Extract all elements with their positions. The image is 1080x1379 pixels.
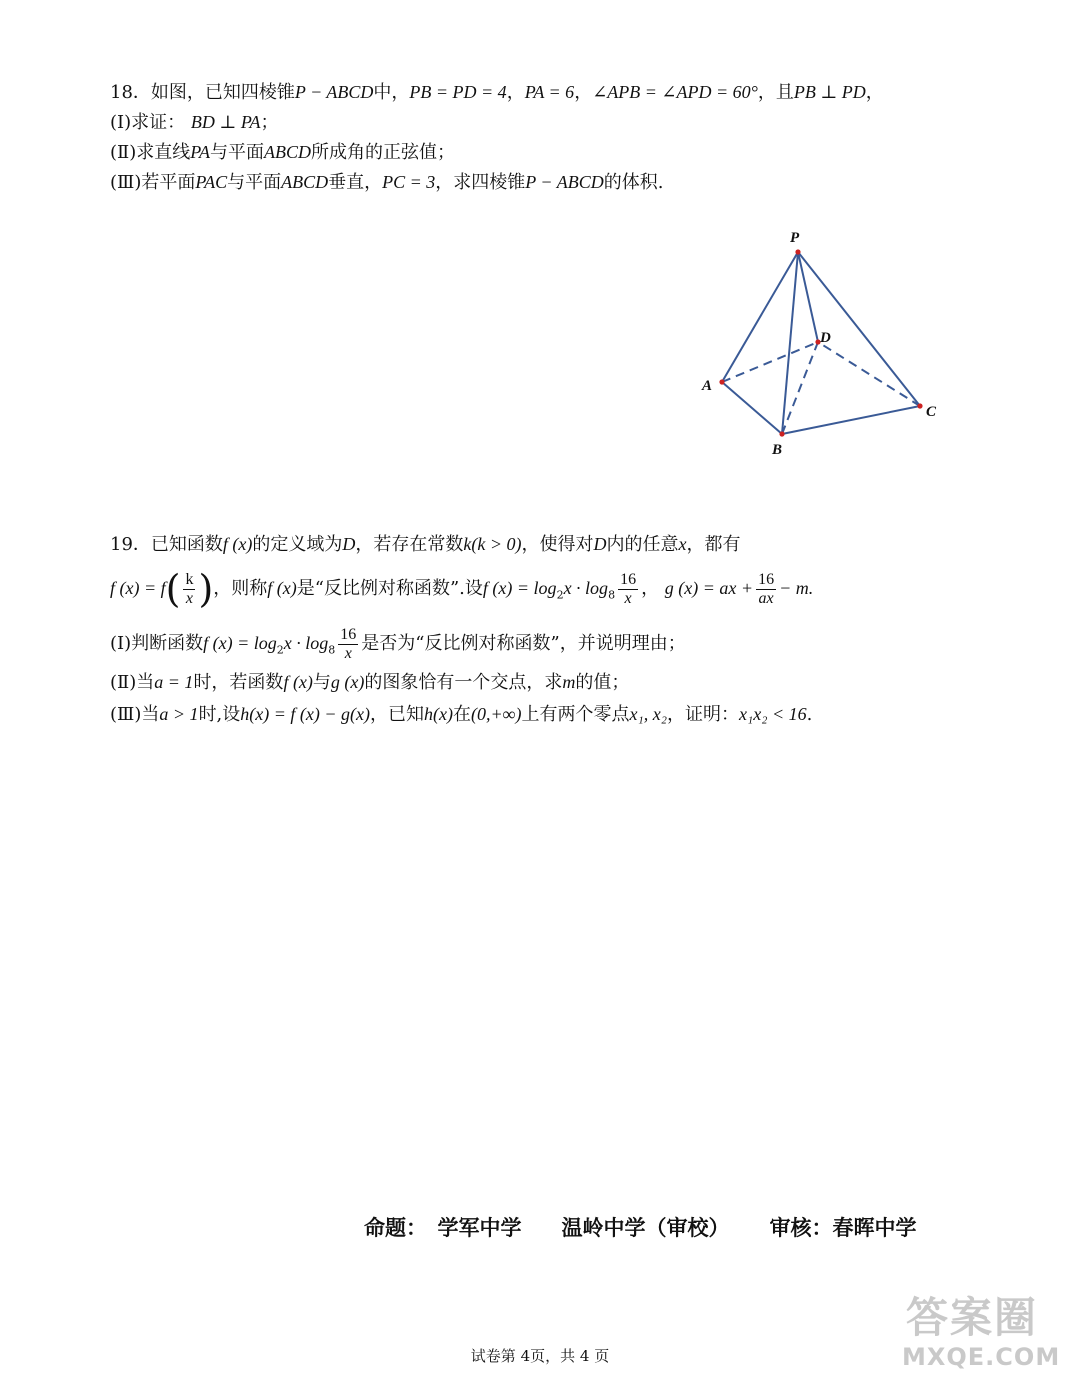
edge-BD-hidden	[782, 342, 818, 434]
edge-PA	[722, 252, 798, 382]
q19-stem-line-1: 19．已知函数f (x)的定义域为D，若存在常数k(k > 0)，使得对D内的任意x，都有	[110, 534, 741, 555]
q19-part-2: (Ⅱ)当a = 1时，若函数f (x)与g (x)的图象恰有一个交点，求m的值；	[110, 672, 630, 693]
point-A	[719, 379, 724, 384]
point-C	[917, 403, 922, 408]
author-reviewer: 审核：春晖中学	[769, 1216, 917, 1240]
q18-part-2: (Ⅱ)求直线PA与平面ABCD所成角的正弦值；	[110, 142, 455, 163]
edge-BC	[782, 406, 920, 434]
q18-part-1: (Ⅰ)求证： BD ⊥ PA；	[110, 112, 279, 133]
edge-AB	[722, 382, 782, 434]
q19-stem-line-2: f (x) = f( $\frac{k}{x}$ )，则称f (x)是“反比例对称函数”.设f $(x) = \log_2x \cdot \log_8$ $\frac{16}{x}$ ， g (x) = ax + $\frac{16}{ax}$ − m.	[110, 567, 814, 611]
author-proofreader: 温岭中学（审校）	[561, 1216, 730, 1240]
frac-16-over-x-part1: $\frac{16}{x}$	[340, 625, 357, 662]
q18-part-3: (Ⅲ)若平面PAC与平面ABCD垂直，PC = 3，求四棱锥P − ABCD的体积.	[110, 172, 664, 193]
page-number: 试卷第 4页，共 4 页	[470, 1347, 610, 1365]
label-P: P	[790, 230, 800, 246]
pyramid-figure	[690, 222, 950, 462]
point-P	[795, 249, 800, 254]
edge-CD-hidden	[818, 342, 920, 406]
edge-PB	[782, 252, 798, 434]
frac-16-over-x: $\frac{16}{x}$	[620, 570, 637, 607]
q19-part-1: (Ⅰ)判断函数f $(x) = \log_2x \cdot \log_8$ $\frac{16}{x}$ 是否为“反比例对称函数”，并说明理由；	[110, 625, 686, 662]
point-B	[779, 431, 784, 436]
frac-16-over-ax: $\frac{16}{ax}$	[758, 570, 775, 607]
label-C: C	[926, 404, 937, 420]
label-A: A	[702, 378, 713, 394]
exam-authors	[364, 1212, 957, 1242]
watermark-logo: 答案圈 MXQE.COM	[902, 1293, 1061, 1371]
label-B: B	[772, 442, 783, 458]
frac-k-over-x: $\frac{k}{x}$	[185, 570, 194, 607]
q18-stem: 18．如图，已知四棱锥P − ABCD中，PB = PD = 4，PA = 6，∠APB = ∠APD = 60°，且PB ⊥ PD，	[110, 82, 884, 103]
author-proposer: 命题： 学军中学	[364, 1216, 522, 1240]
q19-part-3: (Ⅲ)当a > 1时,设h(x) = f (x) − g(x)，已知h(x)在(0,+∞)上有两个零点x₁, x₂，证明：x₁x₂ < 16.	[110, 704, 813, 725]
edge-AD-hidden	[722, 342, 818, 382]
label-D: D	[820, 330, 831, 346]
edge-PC	[798, 252, 920, 406]
